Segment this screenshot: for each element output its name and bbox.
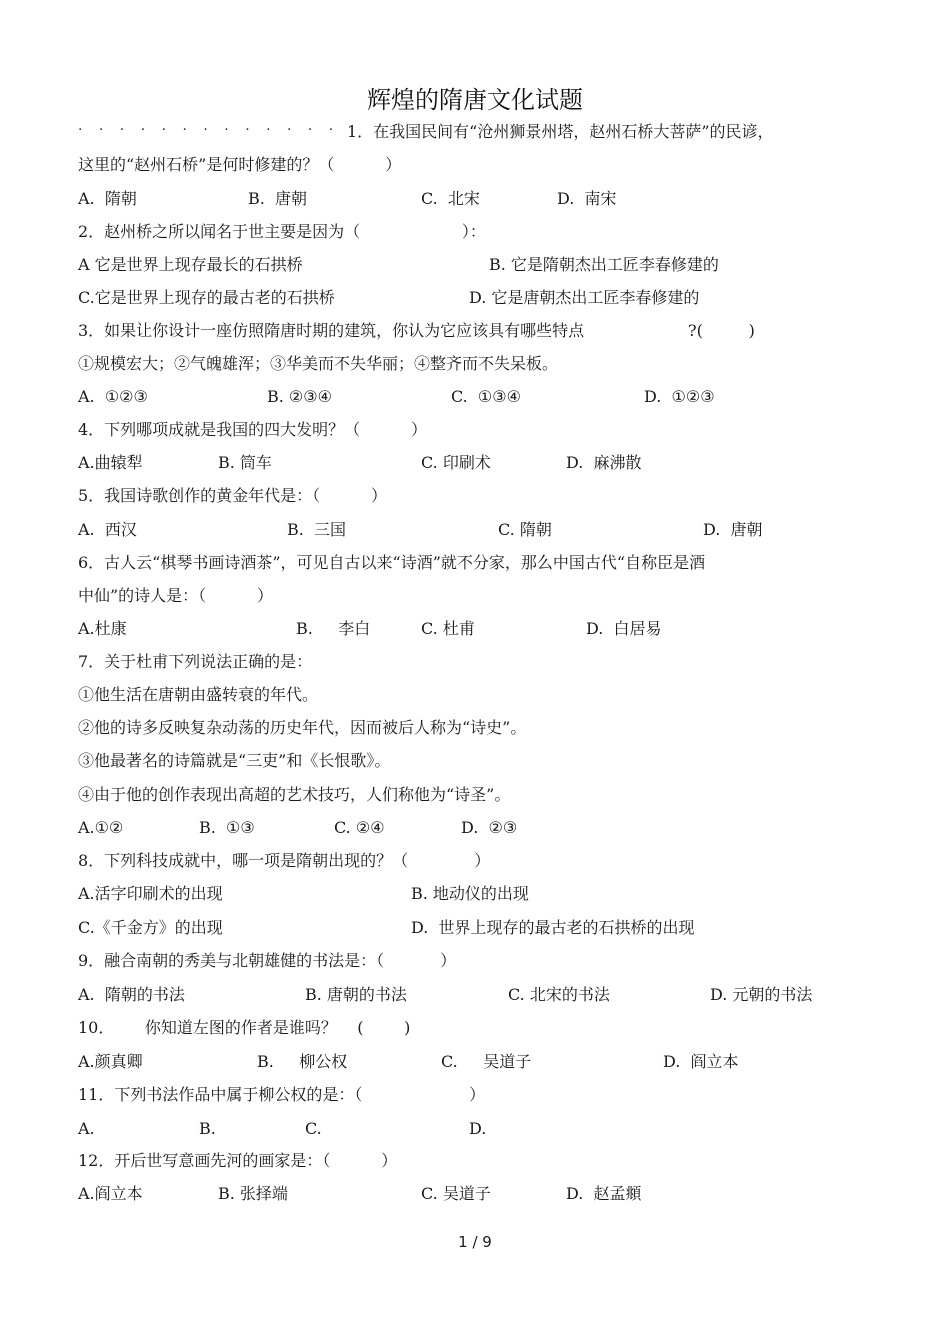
question-8-option-b: B. 地动仪的出现: [411, 884, 529, 903]
question-9-option-d: D. 元朝的书法: [710, 985, 813, 1004]
page-number: 1 / 9: [458, 1233, 492, 1251]
question-12-option-d: D. 赵孟頫: [566, 1184, 642, 1203]
question-1-text: 1．在我国民间有“沧州狮景州塔，赵州石桥大菩萨”的民谚，: [347, 122, 774, 141]
question-5-option-b: B. 三国: [287, 520, 347, 539]
question-11-option-a: A.: [78, 1119, 95, 1138]
question-7-statement-3: ③他最著名的诗篇就是“三吏”和《长恨歌》。: [78, 751, 391, 770]
question-3-option-c: C. ①③④: [451, 387, 521, 406]
question-8-option-a: A.活字印刷术的出现: [78, 884, 223, 903]
question-4-text: 4．下列哪项成就是我国的四大发明？（ ）: [78, 420, 428, 439]
question-4-option-b: B. 筒车: [218, 453, 272, 472]
question-11-option-c: C.: [305, 1119, 322, 1138]
question-12-option-b: B. 张择端: [218, 1184, 288, 1203]
question-5-option-c: C. 隋朝: [498, 520, 552, 539]
question-12-option-a: A.阎立本: [78, 1184, 143, 1203]
question-9-option-b: B. 唐朝的书法: [305, 985, 407, 1004]
question-7-option-b: B. ①③: [199, 818, 255, 837]
question-1-text-cont: 这里的“赵州石桥”是何时修建的？（ ）: [78, 155, 402, 174]
question-9-option-c: C. 北宋的书法: [508, 985, 610, 1004]
question-2-option-d: D. 它是唐朝杰出工匠李春修建的: [469, 288, 700, 307]
question-4-option-c: C. 印刷术: [421, 453, 491, 472]
question-11-option-d: D.: [469, 1119, 487, 1138]
dot-leader: · · · · · · · · · · · · ·: [78, 122, 340, 138]
question-8-text: 8．下列科技成就中，哪一项是隋朝出现的？（ ）: [78, 851, 491, 870]
question-12-text: 12．开后世写意画先河的画家是：（ ）: [78, 1151, 398, 1170]
question-3-answer-blank: ?( ): [688, 321, 755, 340]
question-5-option-d: D. 唐朝: [703, 520, 763, 539]
question-7-statement-1: ①他生活在唐朝由盛转衰的年代。: [78, 685, 319, 704]
question-1-option-a: A. 隋朝: [78, 189, 137, 208]
question-1-option-b: B. 唐朝: [248, 189, 308, 208]
question-7-statement-2: ②他的诗多反映复杂动荡的历史年代，因而被后人称为“诗史”。: [78, 718, 527, 737]
question-9-text: 9．融合南朝的秀美与北朝雄健的书法是：（ ）: [78, 951, 457, 970]
question-2-option-a: A 它是世界上现存最长的石拱桥: [78, 255, 303, 274]
question-5-option-a: A. 西汉: [78, 520, 137, 539]
question-7-text: 7．关于杜甫下列说法正确的是：: [78, 652, 313, 671]
question-3-option-a: A. ①②③: [78, 387, 148, 406]
question-11-text: 11．下列书法作品中属于柳公权的是：（ ）: [78, 1085, 486, 1104]
question-3-option-b: B. ②③④: [267, 387, 332, 406]
question-1-option-d: D. 南宋: [557, 189, 617, 208]
question-2-text: 2．赵州桥之所以闻名于世主要是因为（ ）：: [78, 222, 486, 241]
question-7-option-c: C. ②④: [334, 818, 385, 837]
question-6-option-a: A.杜康: [78, 619, 127, 638]
question-10-option-b: B. 柳公权: [257, 1052, 348, 1071]
question-3-statements: ①规模宏大；②气魄雄浑；③华美而不失华丽；④整齐而不失呆板。: [78, 354, 559, 373]
question-11-option-b: B.: [199, 1119, 216, 1138]
question-10-option-c: C. 吴道子: [441, 1052, 532, 1071]
question-7-statement-4: ④由于他的创作表现出高超的艺术技巧，人们称他为“诗圣”。: [78, 785, 511, 804]
question-2-option-b: B. 它是隋朝杰出工匠李春修建的: [489, 255, 719, 274]
question-10-option-d: D. 阎立本: [663, 1052, 739, 1071]
question-7-option-a: A.①②: [78, 818, 124, 837]
question-5-text: 5．我国诗歌创作的黄金年代是：（ ）: [78, 486, 388, 505]
question-9-option-a: A. 隋朝的书法: [78, 985, 185, 1004]
question-10-option-a: A.颜真卿: [78, 1052, 143, 1071]
page-title: 辉煌的隋唐文化试题: [367, 86, 583, 114]
question-6-text: 6．古人云“棋琴书画诗酒茶”，可见自古以来“诗酒”就不分家，那么中国古代“自称臣是酒: [78, 553, 706, 572]
question-12-option-c: C. 吴道子: [421, 1184, 491, 1203]
question-4-option-d: D. 麻沸散: [566, 453, 642, 472]
question-4-option-a: A.曲辕犁: [78, 453, 143, 472]
question-6-option-b: B. 李白: [296, 619, 371, 638]
question-3-text: 3．如果让你设计一座仿照隋唐时期的建筑，你认为它应该具有哪些特点: [78, 321, 585, 340]
question-2-option-c: C.它是世界上现存的最古老的石拱桥: [78, 288, 335, 307]
question-6-option-c: C. 杜甫: [421, 619, 475, 638]
question-8-option-d: D. 世界上现存的最古老的石拱桥的出现: [411, 918, 695, 937]
question-6-option-d: D. 白居易: [586, 619, 662, 638]
question-1-option-c: C. 北宋: [421, 189, 480, 208]
question-3-option-d: D. ①②③: [644, 387, 715, 406]
question-6-text-cont: 中仙”的诗人是：（ ）: [78, 586, 274, 605]
question-10-text: 10． 你知道左图的作者是谁吗？ ( ): [78, 1018, 411, 1037]
question-8-option-c: C.《千金方》的出现: [78, 918, 223, 937]
question-7-option-d: D. ②③: [461, 818, 518, 837]
